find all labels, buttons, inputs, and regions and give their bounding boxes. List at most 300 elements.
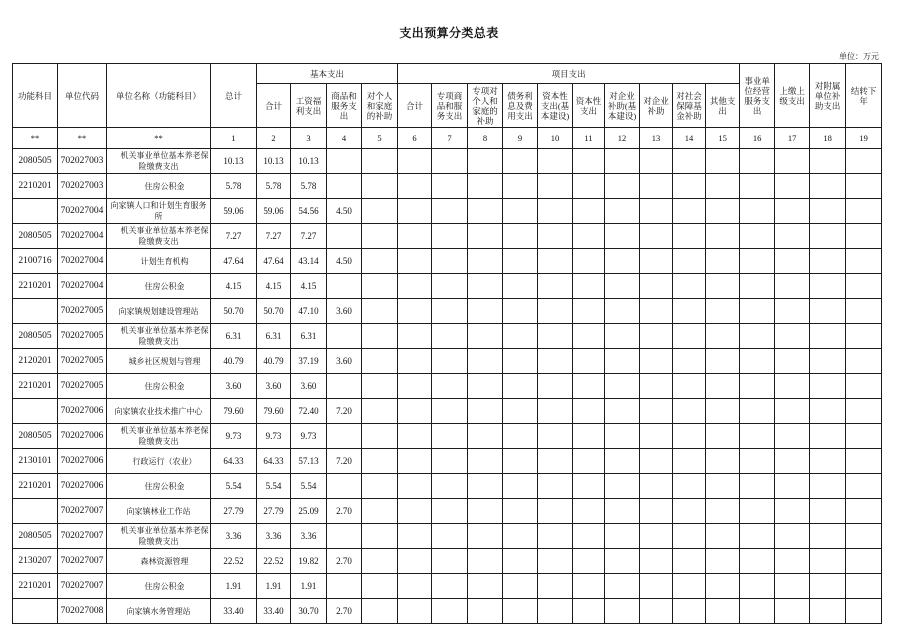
cell-basic-personal-family (362, 299, 398, 324)
cell-unit-name: 向家镇人口和计划生育服务所 (107, 199, 211, 224)
cell-basic-total: 47.64 (257, 249, 291, 274)
cell-project-other (706, 599, 740, 624)
budget-table (12, 63, 882, 624)
table-row (13, 599, 882, 624)
cell-unit-name: 住房公积金 (107, 374, 211, 399)
cell-project-personal-family (468, 174, 503, 199)
cell-institution-operating (740, 224, 775, 249)
cell-project-enterprise-construction (605, 524, 640, 549)
cell-project-total (398, 549, 432, 574)
cell-project-total (398, 524, 432, 549)
cell-project-goods-services (432, 399, 468, 424)
cell-project-other (706, 199, 740, 224)
cell-subsidy-affiliated (810, 174, 846, 199)
cell-basic-goods-services: 7.20 (327, 399, 362, 424)
table-row (13, 199, 882, 224)
cell-project-personal-family (468, 299, 503, 324)
cell-basic-salary-welfare: 57.13 (291, 449, 327, 474)
cell-project-social-security (673, 599, 706, 624)
cell-project-capital (573, 274, 605, 299)
cell-project-enterprise-construction (605, 574, 640, 599)
header-institution-operating: 事业单位经营服务支出 (740, 64, 775, 128)
cell-unit-name: 住房公积金 (107, 274, 211, 299)
cell-total: 27.79 (211, 499, 257, 524)
cell-project-capital-construction (538, 599, 573, 624)
cell-basic-personal-family (362, 449, 398, 474)
cell-project-goods-services (432, 549, 468, 574)
cell-unit-name: 计划生育机构 (107, 249, 211, 274)
cell-unit-code: 702027008 (58, 599, 107, 624)
cell-total: 47.64 (211, 249, 257, 274)
cell-institution-operating (740, 274, 775, 299)
cell-total: 40.79 (211, 349, 257, 374)
cell-project-debt-interest (503, 324, 538, 349)
cell-basic-goods-services (327, 424, 362, 449)
cell-institution-operating (740, 299, 775, 324)
cell-unit-name: 城乡社区规划与管理 (107, 349, 211, 374)
cell-project-capital (573, 224, 605, 249)
cell-project-capital-construction (538, 199, 573, 224)
cell-project-debt-interest (503, 299, 538, 324)
cell-basic-total: 6.31 (257, 324, 291, 349)
cell-basic-salary-welfare: 1.91 (291, 574, 327, 599)
cell-subsidy-affiliated (810, 549, 846, 574)
cell-project-social-security (673, 224, 706, 249)
cell-subsidy-affiliated (810, 524, 846, 549)
cell-basic-goods-services: 3.60 (327, 349, 362, 374)
table-row (13, 374, 882, 399)
cell-basic-personal-family (362, 424, 398, 449)
cell-subsidy-affiliated (810, 274, 846, 299)
cell-project-enterprise-construction (605, 349, 640, 374)
cell-total: 9.73 (211, 424, 257, 449)
cell-basic-salary-welfare: 3.60 (291, 374, 327, 399)
table-row (13, 349, 882, 374)
header-project-debt-interest: 债务利息及费用支出 (503, 84, 538, 128)
cell-basic-salary-welfare: 10.13 (291, 149, 327, 174)
cell-basic-salary-welfare: 37.19 (291, 349, 327, 374)
header-carry-forward: 结转下年 (846, 64, 882, 128)
cell-project-capital-construction (538, 499, 573, 524)
cell-unit-name: 向家镇林业工作站 (107, 499, 211, 524)
cell-basic-total: 3.60 (257, 374, 291, 399)
header-remit-superior: 上缴上级支出 (775, 64, 810, 128)
cell-unit-code: 702027004 (58, 199, 107, 224)
cell-project-other (706, 249, 740, 274)
cell-function-code: 2210201 (13, 474, 58, 499)
cell-remit-superior (775, 149, 810, 174)
cell-remit-superior (775, 374, 810, 399)
cell-institution-operating (740, 349, 775, 374)
cell-project-personal-family (468, 424, 503, 449)
cell-project-debt-interest (503, 499, 538, 524)
cell-total: 50.70 (211, 299, 257, 324)
cell-total: 3.60 (211, 374, 257, 399)
cell-project-other (706, 549, 740, 574)
cell-remit-superior (775, 599, 810, 624)
cell-unit-code: 702027007 (58, 499, 107, 524)
cell-project-debt-interest (503, 149, 538, 174)
header-project-goods-services: 专项商品和服务支出 (432, 84, 468, 128)
column-index-cell: ** (107, 128, 211, 149)
cell-function-code: 2080505 (13, 224, 58, 249)
cell-institution-operating (740, 174, 775, 199)
header-function-subject: 功能科目 (13, 64, 58, 128)
cell-unit-code: 702027005 (58, 324, 107, 349)
cell-project-personal-family (468, 349, 503, 374)
cell-unit-name: 机关事业单位基本养老保险缴费支出 (107, 224, 211, 249)
cell-unit-code: 702027004 (58, 249, 107, 274)
cell-institution-operating (740, 149, 775, 174)
cell-unit-code: 702027005 (58, 299, 107, 324)
cell-total: 4.15 (211, 274, 257, 299)
cell-basic-goods-services (327, 274, 362, 299)
cell-project-enterprise (640, 199, 673, 224)
cell-project-enterprise (640, 349, 673, 374)
cell-function-code: 2210201 (13, 574, 58, 599)
cell-project-capital (573, 524, 605, 549)
cell-project-enterprise (640, 324, 673, 349)
cell-basic-personal-family (362, 574, 398, 599)
cell-project-debt-interest (503, 549, 538, 574)
cell-unit-name: 住房公积金 (107, 174, 211, 199)
cell-project-capital (573, 549, 605, 574)
cell-unit-code: 702027007 (58, 549, 107, 574)
cell-remit-superior (775, 449, 810, 474)
table-row (13, 299, 882, 324)
header-project-social-security: 对社会保障基金补助 (673, 84, 706, 128)
cell-basic-personal-family (362, 349, 398, 374)
cell-total: 33.40 (211, 599, 257, 624)
cell-function-code: 2130101 (13, 449, 58, 474)
cell-total: 6.31 (211, 324, 257, 349)
table-row (13, 399, 882, 424)
cell-project-goods-services (432, 474, 468, 499)
cell-carry-forward (846, 499, 882, 524)
cell-carry-forward (846, 424, 882, 449)
cell-project-goods-services (432, 199, 468, 224)
cell-project-social-security (673, 299, 706, 324)
cell-project-enterprise-construction (605, 224, 640, 249)
cell-project-enterprise (640, 424, 673, 449)
cell-project-personal-family (468, 449, 503, 474)
cell-carry-forward (846, 174, 882, 199)
cell-basic-goods-services (327, 524, 362, 549)
table-row (13, 549, 882, 574)
table-row (13, 324, 882, 349)
cell-subsidy-affiliated (810, 599, 846, 624)
cell-remit-superior (775, 524, 810, 549)
cell-function-code: 2080505 (13, 149, 58, 174)
cell-project-capital-construction (538, 349, 573, 374)
cell-total: 10.13 (211, 149, 257, 174)
cell-project-social-security (673, 199, 706, 224)
cell-project-personal-family (468, 399, 503, 424)
cell-project-capital (573, 574, 605, 599)
cell-project-other (706, 474, 740, 499)
cell-project-capital (573, 449, 605, 474)
cell-remit-superior (775, 549, 810, 574)
cell-project-enterprise-construction (605, 449, 640, 474)
cell-function-code: 2100716 (13, 249, 58, 274)
cell-institution-operating (740, 249, 775, 274)
cell-subsidy-affiliated (810, 474, 846, 499)
cell-unit-name: 森林资源管理 (107, 549, 211, 574)
cell-project-personal-family (468, 149, 503, 174)
cell-project-social-security (673, 349, 706, 374)
cell-function-code: 2120201 (13, 349, 58, 374)
cell-institution-operating (740, 449, 775, 474)
cell-project-enterprise (640, 299, 673, 324)
cell-project-capital (573, 374, 605, 399)
cell-basic-personal-family (362, 399, 398, 424)
cell-basic-salary-welfare: 54.56 (291, 199, 327, 224)
cell-basic-goods-services (327, 474, 362, 499)
cell-project-social-security (673, 524, 706, 549)
cell-basic-total: 1.91 (257, 574, 291, 599)
cell-function-code (13, 399, 58, 424)
cell-remit-superior (775, 499, 810, 524)
header-project-personal-family: 专项对个人和家庭的补助 (468, 84, 503, 128)
cell-basic-personal-family (362, 599, 398, 624)
cell-basic-salary-welfare: 72.40 (291, 399, 327, 424)
cell-institution-operating (740, 574, 775, 599)
cell-project-total (398, 324, 432, 349)
cell-carry-forward (846, 599, 882, 624)
cell-project-personal-family (468, 374, 503, 399)
cell-total: 7.27 (211, 224, 257, 249)
column-index-cell: 14 (673, 128, 706, 149)
cell-project-total (398, 424, 432, 449)
header-basic-salary-welfare: 工资福利支出 (291, 84, 327, 128)
cell-institution-operating (740, 199, 775, 224)
cell-function-code: 2210201 (13, 274, 58, 299)
cell-project-goods-services (432, 374, 468, 399)
cell-basic-personal-family (362, 499, 398, 524)
column-index-cell: 3 (291, 128, 327, 149)
cell-project-other (706, 224, 740, 249)
cell-basic-salary-welfare: 7.27 (291, 224, 327, 249)
cell-project-other (706, 349, 740, 374)
cell-project-capital-construction (538, 249, 573, 274)
cell-remit-superior (775, 424, 810, 449)
cell-project-debt-interest (503, 524, 538, 549)
cell-project-enterprise (640, 549, 673, 574)
cell-unit-name: 机关事业单位基本养老保险缴费支出 (107, 424, 211, 449)
cell-project-total (398, 449, 432, 474)
cell-project-capital (573, 349, 605, 374)
cell-total: 79.60 (211, 399, 257, 424)
cell-subsidy-affiliated (810, 374, 846, 399)
cell-project-enterprise (640, 399, 673, 424)
cell-basic-total: 40.79 (257, 349, 291, 374)
cell-project-debt-interest (503, 224, 538, 249)
cell-project-debt-interest (503, 574, 538, 599)
cell-unit-code: 702027006 (58, 399, 107, 424)
cell-project-debt-interest (503, 249, 538, 274)
cell-carry-forward (846, 399, 882, 424)
cell-basic-total: 79.60 (257, 399, 291, 424)
cell-basic-total: 59.06 (257, 199, 291, 224)
cell-basic-personal-family (362, 224, 398, 249)
table-body (13, 149, 882, 624)
cell-function-code: 2210201 (13, 174, 58, 199)
cell-project-enterprise-construction (605, 199, 640, 224)
cell-project-goods-services (432, 349, 468, 374)
cell-remit-superior (775, 249, 810, 274)
cell-basic-total: 22.52 (257, 549, 291, 574)
cell-function-code: 2080505 (13, 524, 58, 549)
column-index-cell: 7 (432, 128, 468, 149)
cell-basic-total: 50.70 (257, 299, 291, 324)
cell-basic-total: 27.79 (257, 499, 291, 524)
cell-institution-operating (740, 549, 775, 574)
cell-project-enterprise (640, 249, 673, 274)
cell-project-other (706, 424, 740, 449)
cell-project-total (398, 199, 432, 224)
cell-remit-superior (775, 224, 810, 249)
cell-project-total (398, 474, 432, 499)
cell-basic-goods-services: 7.20 (327, 449, 362, 474)
cell-project-goods-services (432, 249, 468, 274)
cell-institution-operating (740, 424, 775, 449)
cell-project-other (706, 524, 740, 549)
cell-basic-salary-welfare: 3.36 (291, 524, 327, 549)
cell-project-other (706, 149, 740, 174)
cell-carry-forward (846, 574, 882, 599)
cell-remit-superior (775, 574, 810, 599)
cell-basic-personal-family (362, 324, 398, 349)
cell-project-enterprise (640, 449, 673, 474)
cell-unit-code: 702027003 (58, 174, 107, 199)
table-row (13, 499, 882, 524)
cell-basic-salary-welfare: 25.09 (291, 499, 327, 524)
column-index-cell: 18 (810, 128, 846, 149)
table-row (13, 449, 882, 474)
table-row (13, 474, 882, 499)
cell-carry-forward (846, 449, 882, 474)
cell-function-code (13, 199, 58, 224)
column-index-cell: 10 (538, 128, 573, 149)
cell-remit-superior (775, 474, 810, 499)
cell-project-enterprise (640, 149, 673, 174)
cell-basic-goods-services: 2.70 (327, 599, 362, 624)
cell-basic-goods-services (327, 574, 362, 599)
cell-basic-salary-welfare: 47.10 (291, 299, 327, 324)
cell-project-capital (573, 474, 605, 499)
cell-unit-code: 702027006 (58, 424, 107, 449)
cell-project-social-security (673, 449, 706, 474)
table-row (13, 249, 882, 274)
cell-project-capital-construction (538, 574, 573, 599)
cell-basic-goods-services: 2.70 (327, 549, 362, 574)
cell-basic-salary-welfare: 5.78 (291, 174, 327, 199)
cell-project-personal-family (468, 274, 503, 299)
column-index-cell: 16 (740, 128, 775, 149)
cell-project-total (398, 574, 432, 599)
cell-basic-goods-services (327, 224, 362, 249)
header-project-enterprise-construction: 对企业补助(基本建设) (605, 84, 640, 128)
cell-project-capital (573, 174, 605, 199)
cell-function-code: 2080505 (13, 424, 58, 449)
cell-project-debt-interest (503, 599, 538, 624)
cell-project-total (398, 299, 432, 324)
header-subsidy-affiliated: 对附属单位补助支出 (810, 64, 846, 128)
cell-basic-goods-services: 4.50 (327, 249, 362, 274)
cell-project-capital (573, 299, 605, 324)
cell-institution-operating (740, 399, 775, 424)
cell-subsidy-affiliated (810, 349, 846, 374)
cell-project-capital-construction (538, 374, 573, 399)
cell-project-total (398, 249, 432, 274)
cell-basic-salary-welfare: 9.73 (291, 424, 327, 449)
cell-project-enterprise (640, 524, 673, 549)
cell-subsidy-affiliated (810, 499, 846, 524)
header-project-total: 合计 (398, 84, 432, 128)
column-index-cell: 15 (706, 128, 740, 149)
cell-project-enterprise-construction (605, 174, 640, 199)
cell-project-goods-services (432, 224, 468, 249)
cell-project-enterprise-construction (605, 374, 640, 399)
cell-project-total (398, 374, 432, 399)
cell-basic-salary-welfare: 30.70 (291, 599, 327, 624)
cell-subsidy-affiliated (810, 449, 846, 474)
cell-project-social-security (673, 249, 706, 274)
cell-project-debt-interest (503, 374, 538, 399)
cell-basic-total: 9.73 (257, 424, 291, 449)
cell-project-social-security (673, 274, 706, 299)
cell-project-capital (573, 424, 605, 449)
cell-project-other (706, 324, 740, 349)
cell-basic-personal-family (362, 524, 398, 549)
cell-project-debt-interest (503, 349, 538, 374)
column-index-cell: 2 (257, 128, 291, 149)
cell-project-goods-services (432, 449, 468, 474)
cell-project-enterprise (640, 224, 673, 249)
header-basic-goods-services: 商品和服务支出 (327, 84, 362, 128)
cell-project-capital-construction (538, 449, 573, 474)
cell-basic-total: 4.15 (257, 274, 291, 299)
cell-project-enterprise-construction (605, 299, 640, 324)
cell-institution-operating (740, 499, 775, 524)
cell-project-capital-construction (538, 224, 573, 249)
cell-project-debt-interest (503, 199, 538, 224)
cell-total: 59.06 (211, 199, 257, 224)
cell-basic-salary-welfare: 4.15 (291, 274, 327, 299)
cell-project-personal-family (468, 549, 503, 574)
table-row (13, 524, 882, 549)
cell-project-enterprise (640, 274, 673, 299)
header-total: 总计 (211, 64, 257, 128)
cell-basic-personal-family (362, 249, 398, 274)
cell-project-other (706, 174, 740, 199)
cell-project-total (398, 499, 432, 524)
column-index-cell: 13 (640, 128, 673, 149)
cell-function-code: 2130207 (13, 549, 58, 574)
cell-basic-personal-family (362, 149, 398, 174)
cell-project-goods-services (432, 574, 468, 599)
cell-remit-superior (775, 174, 810, 199)
cell-remit-superior (775, 324, 810, 349)
cell-project-enterprise-construction (605, 474, 640, 499)
cell-project-enterprise (640, 599, 673, 624)
cell-function-code: 2210201 (13, 374, 58, 399)
cell-project-capital-construction (538, 174, 573, 199)
column-index-cell: ** (13, 128, 58, 149)
cell-total: 5.78 (211, 174, 257, 199)
cell-project-social-security (673, 549, 706, 574)
cell-project-capital-construction (538, 549, 573, 574)
